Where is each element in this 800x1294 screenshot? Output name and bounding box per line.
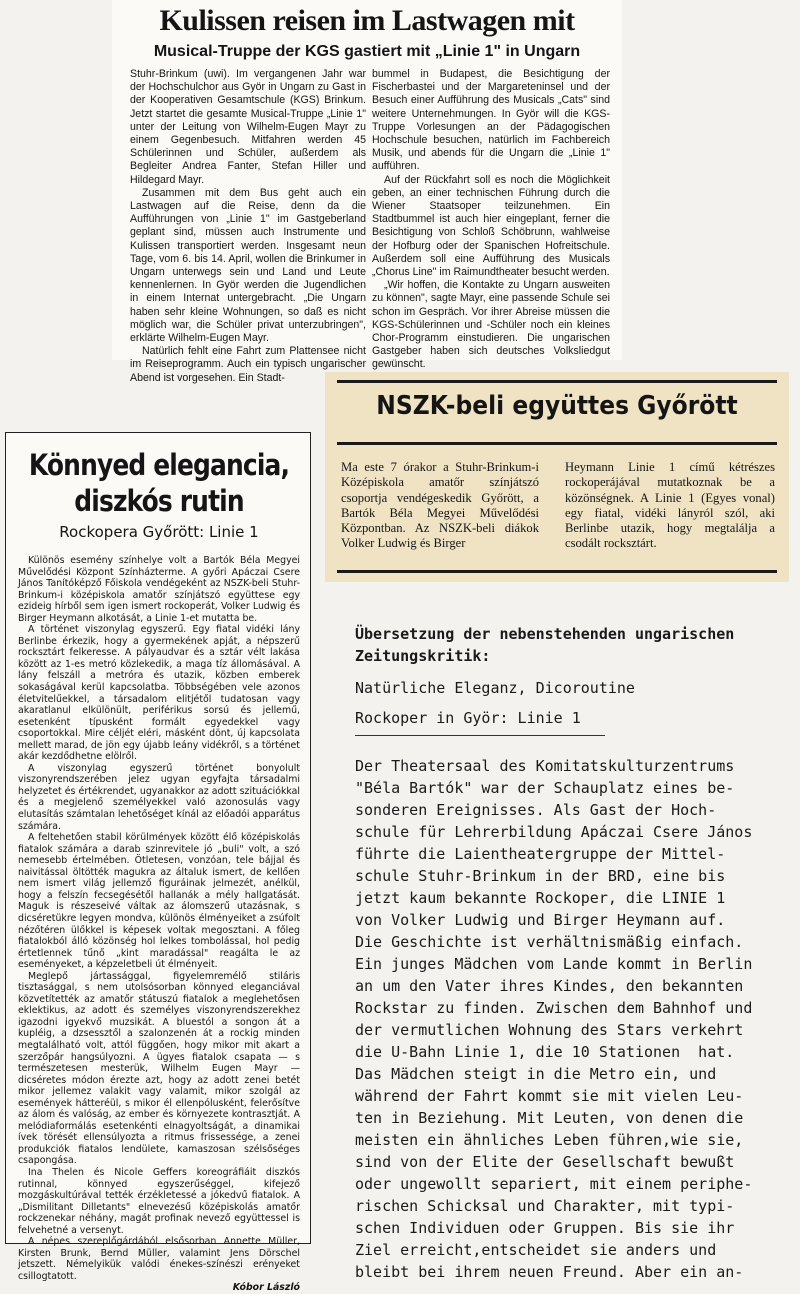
german-article-paragraph: Natürlich fehlt eine Fahrt zum Plattensee nicht im Reiseprogramm. Auch ein typisch ungarischer Abend ist vorgesehen. Ein Stadt- bbox=[130, 345, 366, 384]
translation-subtitle: Rockoper in Györ: Linie 1 bbox=[355, 709, 581, 727]
review-signature: Kóbor László bbox=[232, 1282, 300, 1294]
headline-line-2: diszkós rutin bbox=[74, 484, 244, 518]
headline-rule bbox=[337, 442, 777, 445]
german-article-column-1 bbox=[130, 68, 366, 385]
hungarian-notice-headline: NSZK-beli együttes Győrött bbox=[376, 391, 738, 421]
bottom-rule bbox=[337, 570, 777, 573]
translation-title: Natürliche Eleganz, Dicoroutine bbox=[355, 679, 635, 697]
hungarian-review-body bbox=[18, 555, 300, 1294]
translation-divider bbox=[355, 735, 605, 736]
german-article-paragraph: Zusammen mit dem Bus geht auch ein Lastwagen auf die Reise, denn da die Aufführungen von „Linie 1" im Gastgeberland geplant sind, müssen auch Instrumente und Kulissen transportiert werden. Insgesamt neun Tage, vom 6. bis 14. April, wollen die Brinkumer in Ungarn unterwegs sein und Land und Leute kennenlernen. In Györ werden die Jugendlichen in einem Internat untergebracht. „Die Ungarn haben sehr kleine Wohnungen, so daß es nicht möglich war, die Schüler privat unterzubringen", erklärte Wilhelm-Eugen Mayr. bbox=[130, 186, 366, 345]
german-article-paragraph: Stuhr-Brinkum (uwi). Im vergangenen Jahr war der Hochschulchor aus Györ in Ungarn zu Gast in der Kooperativen Gesamtschule (KGS) Brinkum. Jetzt startet die gesamte Musical-Truppe „Linie 1" unter der Leitung von Wilhelm-Eugen Mayr zu einem Gegenbesuch. Mitfahren werden 45 Schülerinnen und Schüler, außerdem als Begleiter Andrea Fanter, Stefan Hiller und Hildegard Mayr. bbox=[130, 68, 366, 186]
hungarian-notice-column-2: Heymann Linie 1 című kétrészes rockoperájával mutatkoznak be a közönségnek. A Linie 1 (Egyes vonal) egy fiatal, vidéki lányról szól, aki Berlinbe utazik, hogy megtalálja a csodált rocksztárt. bbox=[565, 460, 775, 551]
german-article-subheadline: Musical-Truppe der KGS gastiert mit „Linie 1" in Ungarn bbox=[153, 43, 581, 60]
hungarian-notice-clipping bbox=[325, 372, 789, 582]
translation-heading-line-2: Zeitungskritik: bbox=[355, 647, 491, 665]
review-paragraph: Ina Thelen és Nicole Geffers koreográfiáit diszkós rutinnal, könnyed egyszerűséggel, kifejező mozgáskultúrával tették érzékletessé a jókedvű fiatalok. A „Dismilitant Dilletants" elnevezésű középiskolás amatőr rockzenekar néhány, magát profinak nevező együttessel is felvehetné a versenyt. bbox=[18, 1166, 300, 1236]
translation-heading-line-1: Übersetzung der nebenstehenden ungarischen bbox=[355, 625, 735, 643]
hungarian-review-headline bbox=[27, 447, 290, 519]
translation-block bbox=[355, 623, 795, 1281]
translation-body: Der Theatersaal des Komitatskulturzentrums "Béla Bartók" war der Schauplatz eines be- sonderen Ereignisses. Als Gast der Hoch- schule für Lehrerbildung Apáczai Csere János führte die Laientheatergruppe der Mittel- schule Stuhr-Brinkum in der BRD, eine bis jetzt kaum bekannte Rockoper, die LINIE 1 von Volker Ludwig und Birger Heymann auf. Die Geschichte ist verhältnismäßig einfach. Ein junges Mädchen vom Lande kommt in Berlin an um den Vater ihres Kindes, den bekannten Rockstar zu finden. Zwischen dem Bahnhof und der vermutlichen Wohnung des Stars verkehrt die U-Bahn Linie 1, die 10 Stationen hat. Das Mädchen steigt in die Metro ein, und während der Fahrt kommt sie mit vielen Leu- ten in Beziehung. Mit Leuten, von denen die meisten ein ähnliches Leben führen,wie sie, sind von der Elite der Gesellschaft bewußt oder ungewollt separiert, mit einem periphe- rischen Schicksal und Charakter, mit typi- schen Individuen oder Gruppen. Bis sie ihr Ziel erreicht,entscheidet sie anders und bleibt bei ihrem neuen Freund. Aber ein an- bbox=[355, 757, 753, 1281]
top-rule bbox=[337, 380, 777, 383]
german-article-column-2 bbox=[372, 68, 610, 372]
review-paragraph: A viszonylag egyszerű történet bonyolult viszonyrendszerében jelez ugyan egyfajta társadalmi helyzetet és értékrendet, ugyanakkor az adott szituációkkal és a megjelenő személyekkel való azonosulás vagy elutasítás számtalan lehetőséget kínál az előadói apparátus számára. bbox=[18, 762, 300, 832]
hungarian-review-clipping bbox=[5, 432, 311, 1294]
hungarian-review-subheadline: Rockopera Győrött: Linie 1 bbox=[59, 523, 259, 541]
german-article-paragraph: Auf der Rückfahrt soll es noch die Möglichkeit geben, an einer technischen Führung durch die Wiener Staatsoper teilzunehmen. Ein Stadtbummel ist auch hier eingeplant, ferner die Besichtigung von Schloß Schöbrunn, wahlweise der Hofburg oder der Spanischen Hofreitschule. Außerdem soll eine Aufführung des Musicals „Chorus Line" im Raimundtheater besucht werden. bbox=[372, 173, 610, 279]
review-paragraph: A népes szereplőgárdából elsősorban Annette Müller, Kirsten Brunk, Bernd Müller, valamint Jens Dörschel jetszett. Némelyikük valódi énekes-színészi erényeket csillogtatott. bbox=[18, 1236, 300, 1282]
german-article-paragraph: „Wir hoffen, die Kontakte zu Ungarn ausweiten zu können", sagte Mayr, eine passende Schule sei schon im Gespräch. Vor ihrer Abreise müssen die KGS-Schülerinnen und -Schüler noch ein kleines Chor-Programm einstudieren. Die ungarischen Gastgeber haben sich deutsches Volksliedgut gewünscht. bbox=[372, 279, 610, 371]
german-article-paragraph: bummel in Budapest, die Besichtigung der Fischerbastei und der Margareteninsel und der Besuch einer Aufführung des Musicals „Cats" sind weitere Unternehmungen. In Györ will die KGS-Truppe Vorlesungen an der Pädagogischen Hochschule besuchen, natürlich im Fachbereich Musik, und abends für die Ungarn die „Linie 1" aufführen. bbox=[372, 68, 610, 173]
review-paragraph: A történet viszonylag egyszerű. Egy fiatal vidéki lány Berlinbe érkezik, hogy a gyermekének apját, a népszerű rocksztárt felkeresse. A pályaudvar és a sztár vélt lakása között az 1-es metró közlekedik, a maga tíz állomásával. A lány felszáll a metróra és utazik, közben emberek sokaságával kerül kapcsolatba. Többségében vele azonos életvitelűekkel, a társadalom elitjétől tudatosan vagy akaratlanul elkülönült, periférikus sorsú és jellemű, esetenként típusként formált egyedekkel vagy csoportokkal. Mire céljét eléri, másként dönt, új kapcsolata mellett marad, de jön egy újabb leány vidékről, s a történet akár kezdődhetne elölről. bbox=[18, 624, 300, 763]
review-paragraph: Meglepő jártassággal, figyelemremélő stiláris tisztasággal, s nem utolsósorban könnyed eleganciával közvetítették az amatőr státuszú fiatalok a meglehetősen eklektikus, az adott és személyes viszonyrendszerekhez igazodni igyekvő muzsikát. A bluestól a songon át a kupléig, a dzsessztől a szalonzenén át a rockig minden megtalálható volt, attól függően, hogy mikor mit akart a szerzőpár hangsúlyozni. A ügyes fiatalok csapata — s természetesen mesterük, Wilhelm Eugen Mayr — dicséretes módon érezte azt, hogy az adott zenei betét mikor jellemez valakit vagy valamit, mikor szolgál az események hátteréül, s mikor él ellenpólusként, felerősítve az álom és valóság, az ember és környezete kontrasztját. A melódiaformálás esetenkénti elnagyoltságát, a dinamikai ívek törését ellensúlyozta a ritmus frissessége, a zenei produkciók fiatalos lendülete, kamaszosan szélsőséges csapongása. bbox=[18, 970, 300, 1167]
headline-line-1: Könnyed elegancia, bbox=[28, 448, 290, 482]
review-paragraph: Különös esemény színhelye volt a Bartók Béla Megyei Művelődési Központ Színházterme. A győri Apáczai Csere János Tanítóképző Főiskola vendégeként az NSZK-beli Stuhr-Brinkum-i középiskola amatőr színjátszó együttese egy ezideig hírből sem igen ismert rockoperát, Volker Ludwig és Birger Heymann alkotását, a Linie 1-et mutatta be. bbox=[18, 555, 300, 624]
hungarian-notice-column-1: Ma este 7 órakor a Stuhr-Brinkum-i Középiskola amatőr színjátszó csoportja vendégeskedik Győrött, a Bartók Béla Megyei Művelődési Központban. Az NSZK-beli diákok Volker Ludwig és Birger bbox=[341, 460, 539, 551]
german-article-headline: Kulissen reisen im Lastwagen mit bbox=[159, 4, 575, 37]
review-paragraph: A feltehetően stabil körülmények között élő középiskolás fiatalok számára a darab szinrevitele jó „buli" volt, a szó nemesebb értelmében. Ötletesen, vonzóan, tele bájjal és naivitással öltötték magukra az általuk ismert, de kellően nem ismert világ jellemző figuráinak jelmezét, anélkül, hogy a felszín fecsegésétől hallanák a mély hallgatását. Maguk is részeseivé váltak az álomszerű utazásnak, s dicséretükre legyen mondva, különös élményeiket a zsúfolt nézőtéren ülőkkel is képesek voltak megosztani. A főleg fiatalokból álló közönség hol lelkes tombolással, hol pedig értetlennek tűnő „kint maradással" reagálta le az eseményeket, a képzeletbeli út élményeit. bbox=[18, 832, 300, 971]
german-article-clipping bbox=[112, 0, 622, 384]
